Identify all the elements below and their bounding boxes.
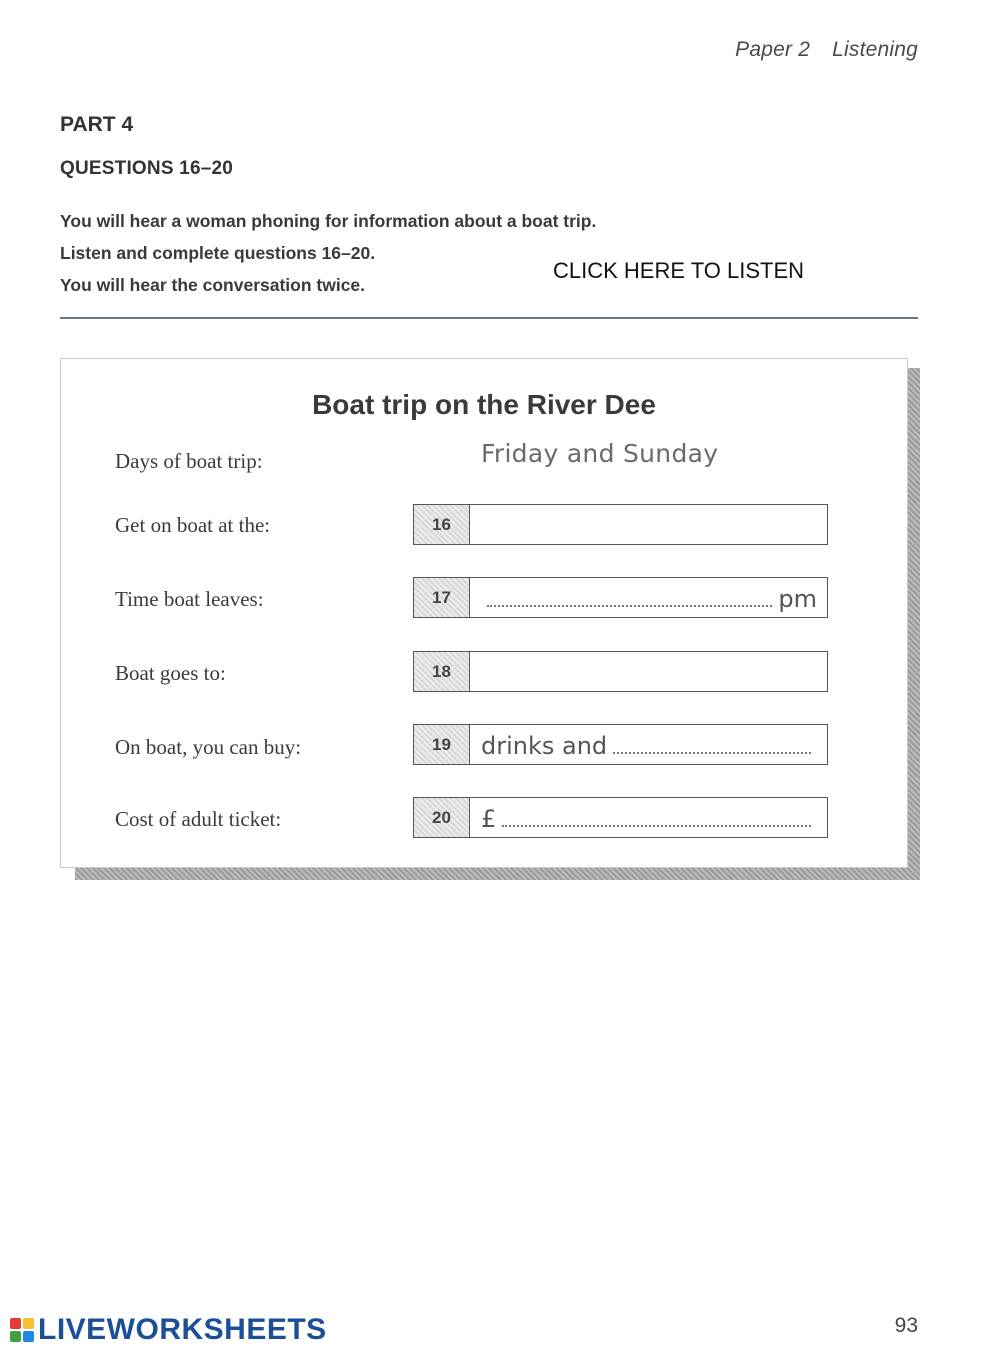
answer-input-20[interactable] bbox=[501, 802, 823, 833]
questions-title: QUESTIONS 16–20 bbox=[60, 158, 234, 179]
answer-field-16 bbox=[471, 505, 827, 544]
answer-box-19 bbox=[413, 724, 828, 765]
logo-icon bbox=[10, 1318, 34, 1342]
answer-input-17[interactable] bbox=[475, 582, 777, 613]
answer-box-20 bbox=[413, 797, 828, 838]
question-number-18: 18 bbox=[414, 652, 470, 691]
answer-prefix-20: £ bbox=[481, 805, 497, 833]
answer-field-17 bbox=[471, 578, 827, 617]
instruction-line: Listen and complete questions 16–20. bbox=[60, 243, 376, 263]
logo-text: LIVEWORKSHEETS bbox=[38, 1313, 327, 1346]
instruction-line: You will hear a woman phoning for information about a boat trip. bbox=[60, 211, 597, 231]
row-label-18: Boat goes to: bbox=[115, 661, 226, 685]
answer-prefix-19: drinks and bbox=[481, 732, 608, 760]
answer-field-18 bbox=[471, 652, 827, 691]
answer-box-18 bbox=[413, 651, 828, 692]
answer-box-17 bbox=[413, 577, 828, 618]
row-label-20: Cost of adult ticket: bbox=[115, 807, 282, 831]
question-number-17: 17 bbox=[414, 578, 470, 617]
days-label: Days of boat trip: bbox=[115, 449, 263, 473]
question-number-20: 20 bbox=[414, 798, 470, 837]
liveworksheets-logo bbox=[10, 1313, 327, 1347]
section-label: Listening bbox=[832, 38, 918, 61]
paper-label: Paper 2 bbox=[735, 38, 811, 61]
answer-input-18[interactable] bbox=[475, 656, 823, 687]
answer-input-16[interactable] bbox=[475, 509, 823, 540]
part-title: PART 4 bbox=[60, 113, 134, 136]
listen-link[interactable]: CLICK HERE TO LISTEN bbox=[553, 258, 805, 283]
answer-input-19[interactable] bbox=[611, 729, 823, 760]
card-title: Boat trip on the River Dee bbox=[312, 389, 656, 420]
answer-box-16 bbox=[413, 504, 828, 545]
row-label-19: On boat, you can buy: bbox=[115, 735, 302, 759]
answer-field-19 bbox=[471, 725, 827, 764]
answer-field-20 bbox=[471, 798, 827, 837]
row-label-17: Time boat leaves: bbox=[115, 587, 264, 611]
instructions bbox=[60, 205, 596, 301]
boat-trip-card bbox=[60, 358, 908, 868]
answer-suffix-17: pm bbox=[778, 585, 817, 613]
question-number-16: 16 bbox=[414, 505, 470, 544]
instruction-line: You will hear the conversation twice. bbox=[60, 275, 366, 295]
page-number: 93 bbox=[894, 1314, 918, 1337]
question-number-19: 19 bbox=[414, 725, 470, 764]
row-label-16: Get on boat at the: bbox=[115, 513, 271, 537]
running-head bbox=[735, 38, 918, 62]
days-value: Friday and Sunday bbox=[481, 439, 719, 468]
divider bbox=[60, 317, 918, 319]
